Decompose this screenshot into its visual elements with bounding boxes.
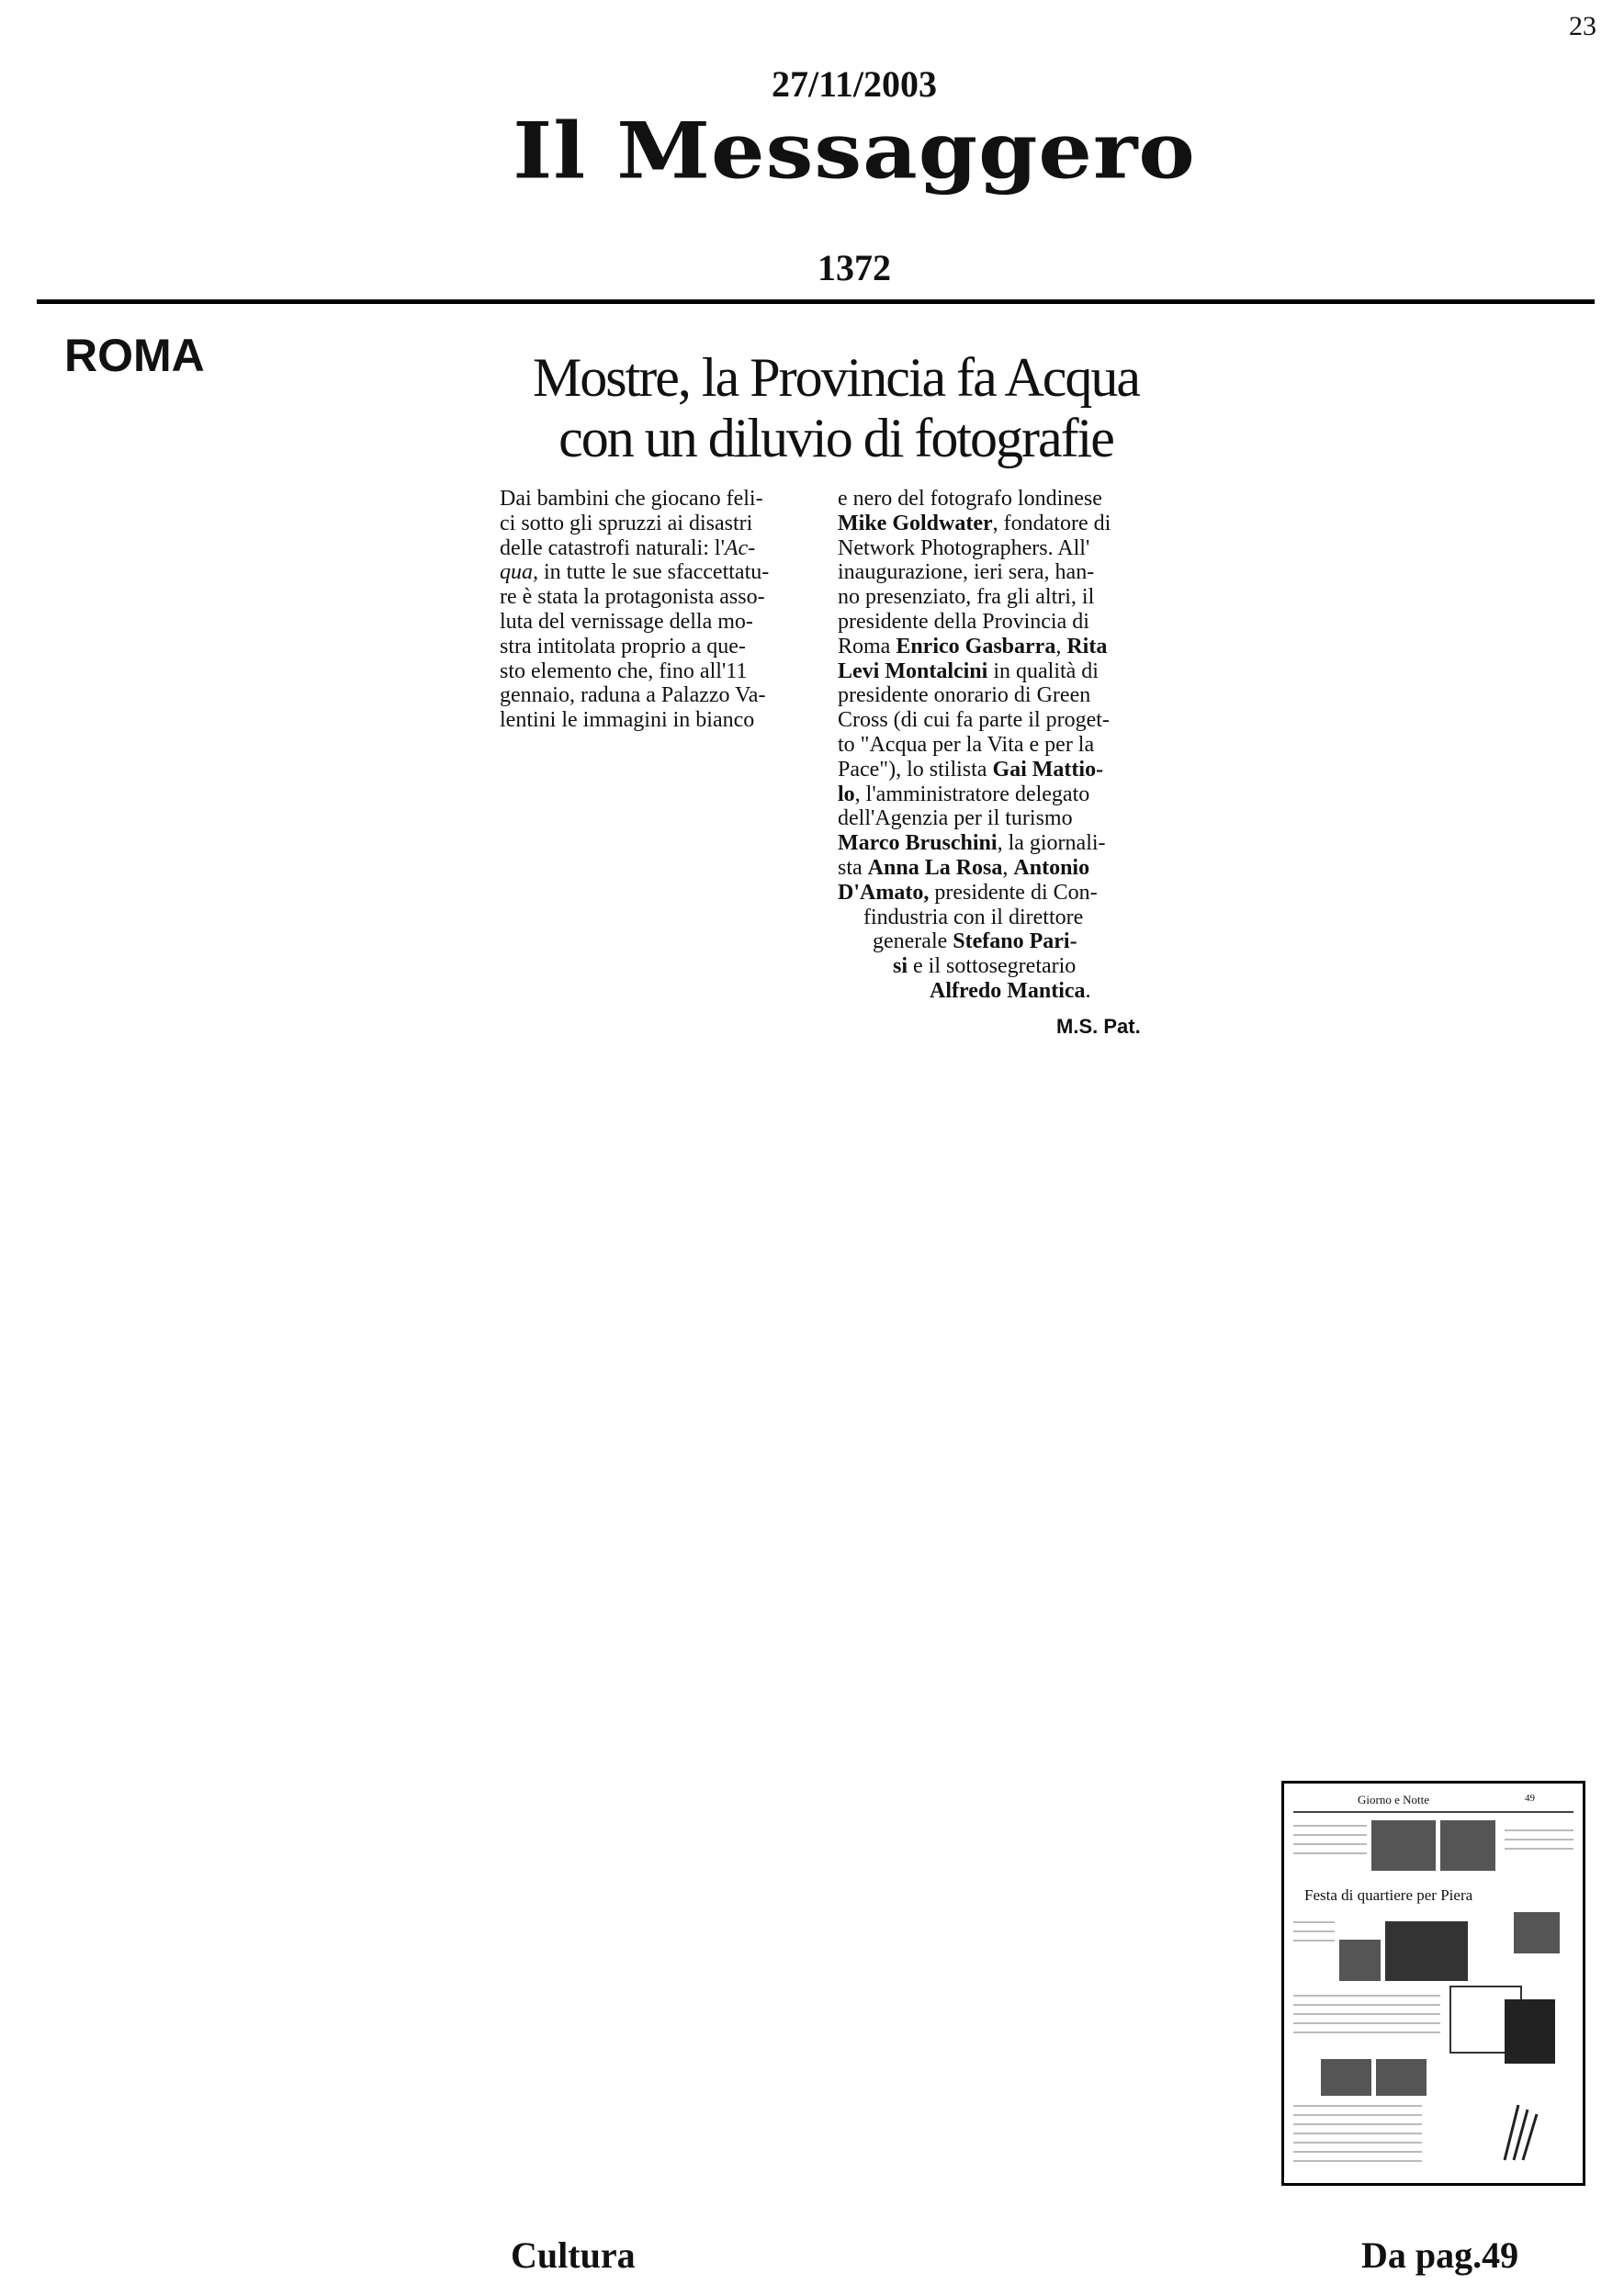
article-line: Alfredo Mantica. — [930, 978, 1091, 1003]
thumbnail-drawing — [1495, 2096, 1551, 2169]
article-line: qua, in tutte le sue sfaccettatu- — [500, 560, 770, 585]
footer-source-page: Da pag.49 — [1361, 2234, 1519, 2276]
thumbnail-header: Giorno e Notte — [1358, 1793, 1429, 1806]
article-line: inaugurazione, ieri sera, han- — [838, 560, 1095, 585]
article-line: gennaio, raduna a Palazzo Va- — [500, 683, 766, 708]
article-byline: M.S. Pat. — [1056, 1015, 1141, 1038]
article-line: sta Anna La Rosa, Antonio — [838, 855, 1090, 880]
header-divider — [37, 299, 1595, 304]
article-line: stra intitolata proprio a que- — [500, 634, 746, 658]
thumbnail-photo — [1376, 2059, 1427, 2096]
article-line: Levi Montalcini in qualità di — [838, 658, 1099, 683]
article-line: presidente onorario di Green — [838, 683, 1091, 708]
source-page-thumbnail — [1281, 1781, 1585, 2186]
newspaper-masthead: Il Messaggero — [513, 105, 1196, 197]
thumbnail-headline: Festa di quartiere per Piera — [1304, 1886, 1473, 1904]
article-line: Cross (di cui fa parte il proget- — [838, 708, 1110, 733]
headline-line-1: Mostre, la Provincia fa Acqua — [532, 347, 1140, 408]
article-column-right — [838, 487, 1148, 1004]
page-number: 23 — [1569, 11, 1596, 41]
article-line: Network Photographers. All' — [838, 535, 1090, 560]
article-line: dell'Agenzia per il turismo — [838, 806, 1073, 831]
thumbnail-photo — [1339, 1940, 1381, 1981]
article-line: Mike Goldwater, fondatore di — [838, 511, 1111, 535]
headline-line-2: con un diluvio di fotografie — [558, 408, 1113, 468]
article-line: Dai bambini che giocano feli- — [500, 487, 763, 511]
thumbnail-photo — [1371, 1820, 1436, 1871]
article-line: presidente della Provincia di — [838, 609, 1089, 634]
thumbnail-page-number: 49 — [1525, 1793, 1535, 1804]
section-label: ROMA — [64, 330, 205, 381]
article-line: re è stata la protagonista asso- — [500, 585, 765, 610]
footer-section-label: Cultura — [511, 2234, 636, 2276]
article-line: ci sotto gli spruzzi ai disastri — [500, 511, 753, 535]
article-line: Roma Enrico Gasbarra, Rita — [838, 634, 1108, 658]
article-line: si e il sottosegretario — [893, 954, 1077, 979]
article-line: sto elemento che, fino all'11 — [500, 658, 748, 683]
article-line: e nero del fotografo londinese — [838, 487, 1102, 511]
article-line: delle catastrofi naturali: l'Ac- — [500, 535, 756, 560]
italic-word: Ac- — [724, 535, 756, 560]
article-line: no presenziato, fra gli altri, il — [838, 585, 1095, 610]
article-line: lentini le immagini in bianco — [500, 708, 755, 733]
article-line: lo, l'amministratore delegato — [838, 782, 1090, 806]
article-line: to "Acqua per la Vita e per la — [838, 732, 1095, 757]
article-line: Marco Bruschini, la giornali- — [838, 831, 1106, 856]
article-line: Pace"), lo stilista Gai Mattio- — [838, 757, 1104, 782]
italic-word: qua, — [500, 560, 538, 585]
article-line: findustria con il direttore — [863, 905, 1084, 929]
article-line: generale Stefano Pari- — [873, 929, 1077, 954]
thumbnail-photo — [1385, 1921, 1468, 1981]
article-headline — [478, 347, 1194, 468]
thumbnail-photo — [1440, 1820, 1495, 1871]
thumbnail-photo — [1514, 1912, 1560, 1953]
thumbnail-photo — [1505, 1999, 1555, 2064]
issue-number: 1372 — [818, 247, 891, 288]
article-line: luta del vernissage della mo- — [500, 609, 753, 634]
article-line: D'Amato, presidente di Con- — [838, 880, 1098, 905]
thumbnail-photo — [1321, 2059, 1371, 2096]
publication-date: 27/11/2003 — [771, 63, 938, 105]
article-column-left — [500, 487, 807, 733]
